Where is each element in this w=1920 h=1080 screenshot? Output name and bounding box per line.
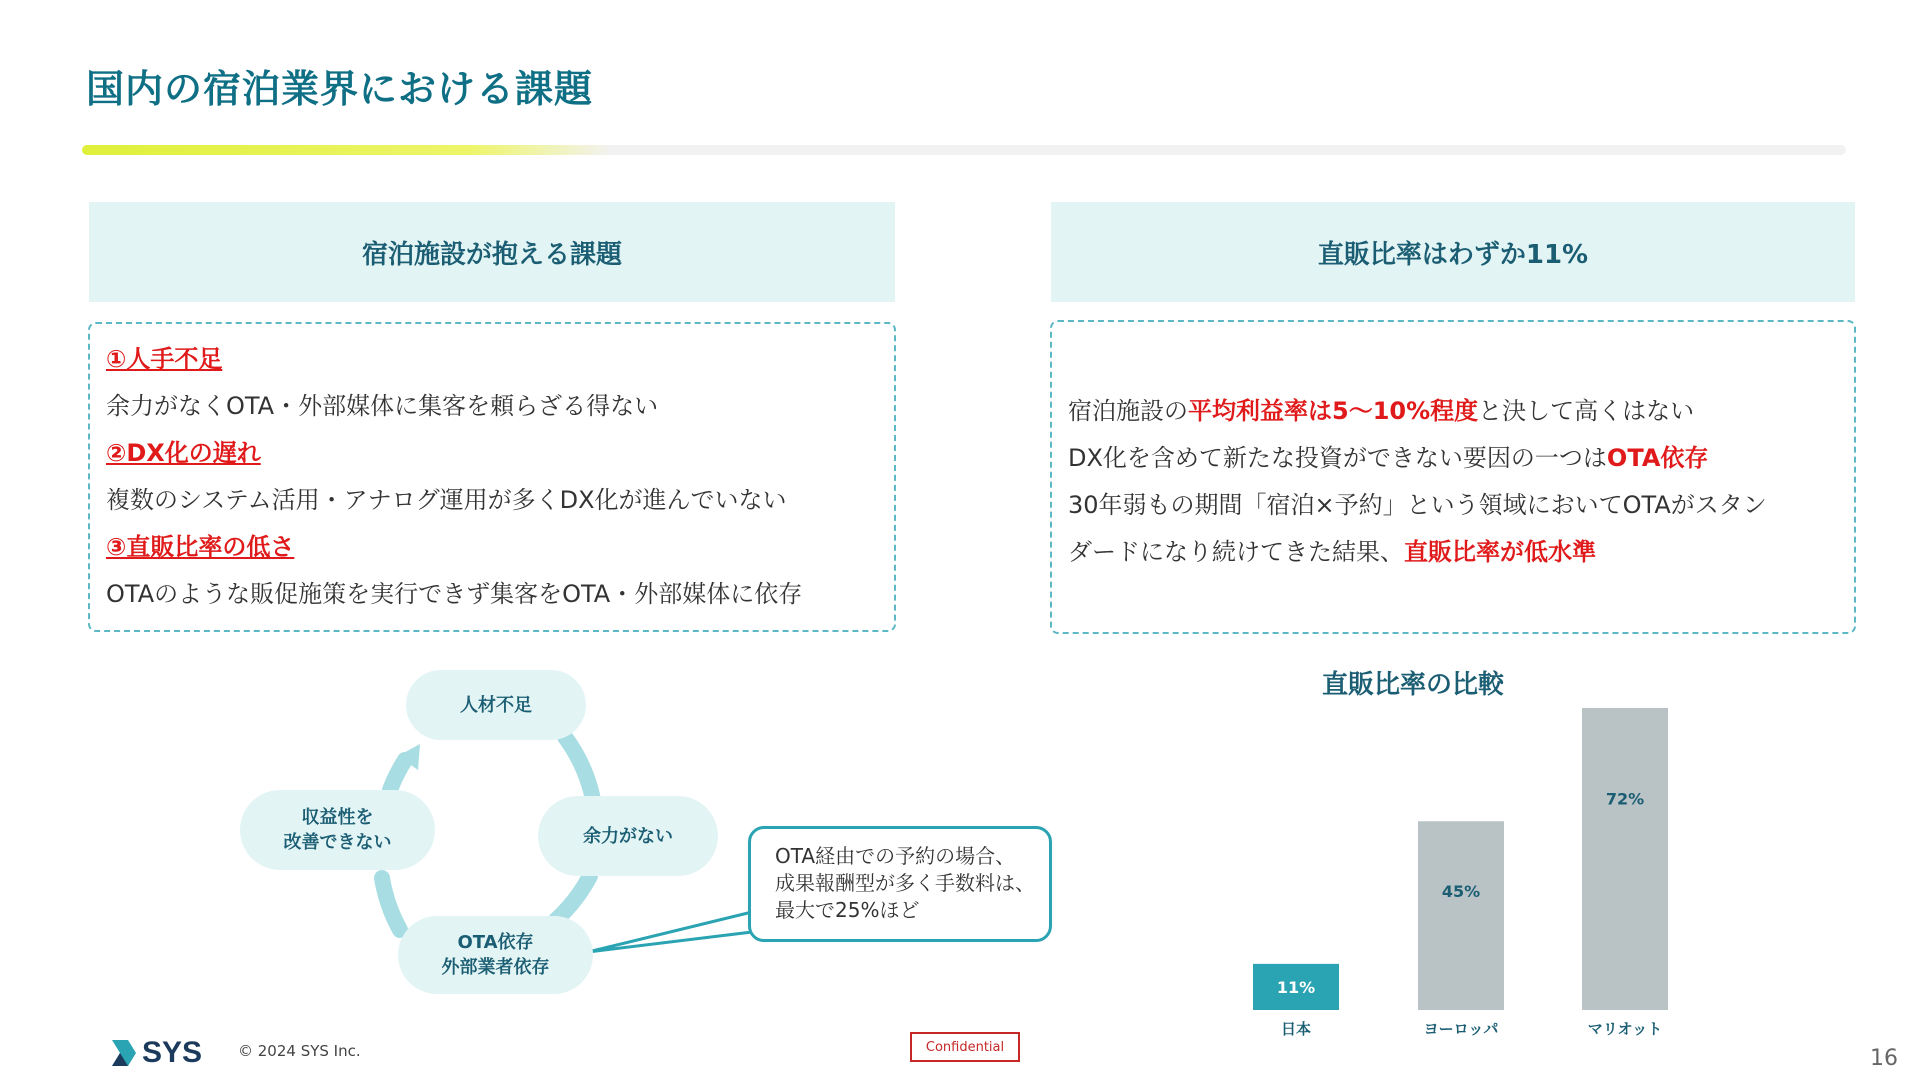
sys-logo [110,1036,202,1070]
result-line: ダードになり続けてきた結果、直販比率が低水準 [1068,538,1596,566]
issue-2-desc: 複数のシステム活用・アナログ運用が多くDX化が進んでいない [106,486,787,514]
confidential-badge: Confidential [910,1032,1020,1062]
node-ota-dependency: OTA依存 外部業者依存 [398,916,593,994]
result-highlight: 直販比率が低水準 [1404,538,1596,566]
page-title: 国内の宿泊業界における課題 [86,67,594,111]
bar-3 [1582,708,1668,1010]
copyright: © 2024 SYS Inc. [238,1042,361,1060]
ota-line: DX化を含めて新たな投資ができない要因の一つはOTA依存 [1068,444,1709,472]
bar-value-label-1: 11% [1276,977,1316,997]
node-low-profitability: 収益性を 改善できない [240,790,435,870]
issue-1-title: ①人手不足 [106,345,223,373]
issue-3-desc: OTAのような販促施策を実行できず集客をOTA・外部媒体に依存 [106,580,803,608]
issue-1-desc: 余力がなくOTA・外部媒体に集客を頼らざる得ない [106,392,659,420]
category-label-1: 日本 [1280,1020,1312,1038]
history-line: 30年弱もの期間「宿泊×予約」という領域においてOTAがスタン [1068,491,1767,519]
profit-line: 宿泊施設の平均利益率は5～10%程度と決して高くはない [1068,397,1695,425]
category-label-2: ヨーロッパ [1423,1020,1499,1038]
commission-callout: OTA経由での予約の場合、 成果報酬型が多く手数料は、 最大で25%ほど [748,826,1052,942]
node-staff-shortage: 人材不足 [406,670,586,740]
profit-highlight: 平均利益率は5～10%程度 [1188,397,1479,425]
sys-logo-mark-icon [110,1038,138,1068]
ota-highlight: OTA依存 [1606,444,1709,472]
issue-3-title: ③直販比率の低さ [106,533,295,561]
logo-text: SYS [142,1036,203,1069]
bar-value-label-2: 45% [1441,881,1481,901]
right-panel-heading: 直販比率はわずか11% [1051,202,1855,302]
chart-title: 直販比率の比較 [1322,670,1505,700]
category-label-3: マリオット [1587,1020,1663,1038]
left-panel-heading: 宿泊施設が抱える課題 [89,202,895,302]
bar-value-label-3: 72% [1605,789,1645,809]
node-no-capacity: 余力がない [538,796,718,876]
bar-2 [1418,821,1504,1010]
issue-2-title: ②DX化の遅れ [106,439,261,467]
page-number: 16 [1870,1046,1898,1071]
